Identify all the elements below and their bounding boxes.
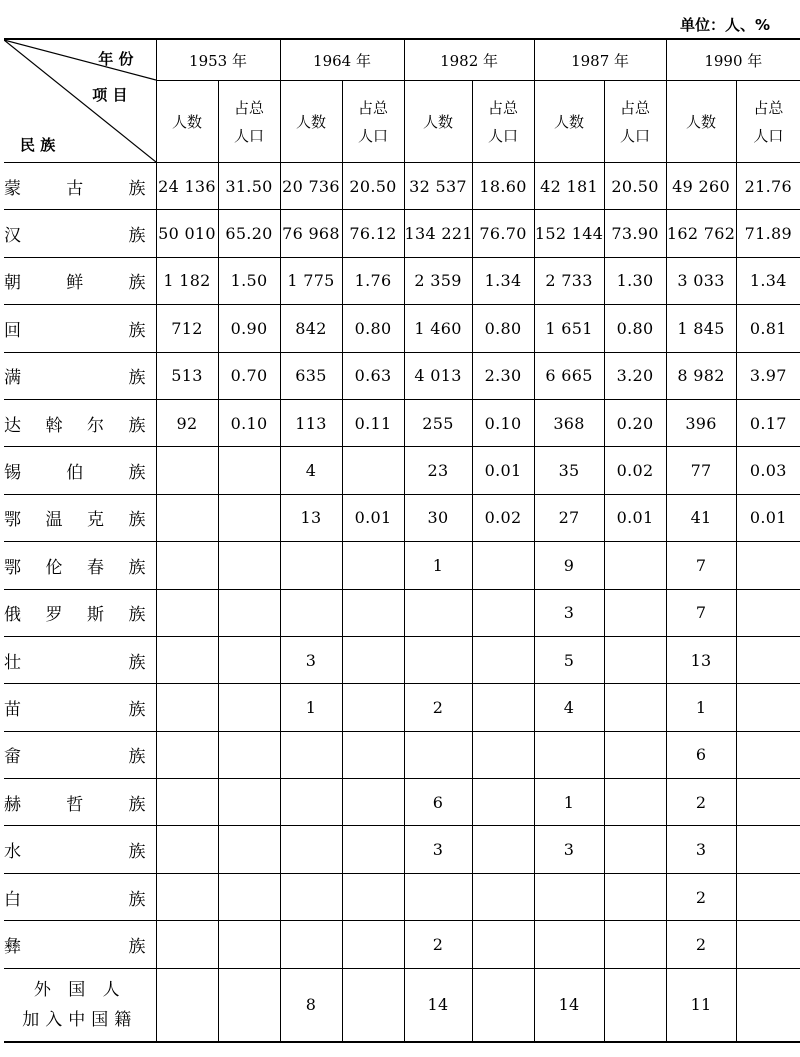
year-header-1964: 1964 年 (280, 39, 404, 81)
table-row (4, 684, 800, 731)
share-cell (342, 921, 404, 968)
nationality-char: 族 (128, 415, 146, 436)
col-header-share-line1: 占总 (753, 98, 784, 117)
count-cell: 396 (666, 399, 736, 446)
col-header-share-line2: 人口 (358, 126, 389, 145)
count-cell: 3 (280, 636, 342, 683)
nationality-cell (4, 494, 156, 541)
share-cell (342, 447, 404, 494)
count-cell: 1 182 (156, 257, 218, 304)
count-cell: 49 260 (666, 163, 736, 210)
share-cell (218, 542, 280, 589)
count-cell: 76 968 (280, 210, 342, 257)
table-row (4, 542, 800, 589)
count-cell (156, 494, 218, 541)
nationality-char: 汉 (4, 226, 21, 247)
share-cell: 1.34 (736, 257, 800, 304)
count-cell (534, 873, 604, 920)
nationality-cell (4, 399, 156, 446)
col-header-share-line2: 人口 (234, 126, 265, 145)
count-cell: 1 (280, 684, 342, 731)
count-cell (534, 921, 604, 968)
share-cell: 3.20 (604, 352, 666, 399)
share-cell: 0.01 (342, 494, 404, 541)
nationality-char: 斯 (87, 605, 104, 626)
share-cell (472, 779, 534, 826)
share-cell: 0.80 (472, 305, 534, 352)
share-cell: 3.97 (736, 352, 800, 399)
nationality-cell (4, 352, 156, 399)
share-cell (604, 636, 666, 683)
share-cell: 0.20 (604, 399, 666, 446)
table-row (4, 921, 800, 968)
nationality-cell (4, 873, 156, 920)
share-cell (342, 542, 404, 589)
nationality-char: 苗 (4, 699, 21, 720)
count-cell: 255 (404, 399, 472, 446)
nationality-cell (4, 921, 156, 968)
nationality-char: 壮 (4, 652, 21, 673)
nationality-cell (4, 305, 156, 352)
share-cell (604, 731, 666, 778)
nationality-char: 族 (128, 889, 146, 910)
nationality-cell (4, 968, 156, 1042)
share-cell: 0.80 (604, 305, 666, 352)
share-cell: 0.63 (342, 352, 404, 399)
nationality-char: 族 (128, 368, 146, 389)
year-header-1982: 1982 年 (404, 39, 534, 81)
share-cell (472, 636, 534, 683)
table-row (4, 636, 800, 683)
col-header-share (218, 81, 280, 163)
count-cell: 3 (404, 826, 472, 873)
share-cell: 20.50 (604, 163, 666, 210)
share-cell (736, 968, 800, 1042)
count-cell: 712 (156, 305, 218, 352)
share-cell: 1.34 (472, 257, 534, 304)
count-cell: 2 (404, 921, 472, 968)
count-cell: 6 (666, 731, 736, 778)
nationality-char: 族 (128, 936, 146, 957)
share-cell: 0.03 (736, 447, 800, 494)
nationality-cell (4, 826, 156, 873)
count-cell (534, 731, 604, 778)
share-cell (342, 589, 404, 636)
share-cell (604, 873, 666, 920)
share-cell: 18.60 (472, 163, 534, 210)
col-header-share (736, 81, 800, 163)
count-cell: 6 665 (534, 352, 604, 399)
count-cell: 368 (534, 399, 604, 446)
col-header-share (604, 81, 666, 163)
count-cell (280, 542, 342, 589)
share-cell (604, 921, 666, 968)
share-cell (604, 684, 666, 731)
count-cell (280, 731, 342, 778)
share-cell: 0.01 (736, 494, 800, 541)
count-cell: 1 (404, 542, 472, 589)
count-cell: 20 736 (280, 163, 342, 210)
corner-nation-label: 民 族 (20, 136, 56, 154)
nationality-char: 族 (128, 320, 146, 341)
table-row (4, 731, 800, 778)
table-row-foreign-naturalized (4, 968, 800, 1042)
count-cell: 3 033 (666, 257, 736, 304)
count-cell: 35 (534, 447, 604, 494)
count-cell (280, 921, 342, 968)
count-cell (156, 826, 218, 873)
table-row (4, 210, 800, 257)
count-cell: 1 (666, 684, 736, 731)
share-cell (604, 589, 666, 636)
count-cell: 13 (280, 494, 342, 541)
nationality-char: 锡 (4, 463, 21, 484)
share-cell (472, 873, 534, 920)
share-cell (736, 826, 800, 873)
count-cell: 4 (280, 447, 342, 494)
count-cell: 41 (666, 494, 736, 541)
nationality-char: 赫 (4, 794, 21, 815)
count-cell: 113 (280, 399, 342, 446)
share-cell (472, 731, 534, 778)
share-cell: 65.20 (218, 210, 280, 257)
count-cell (404, 873, 472, 920)
share-cell (342, 684, 404, 731)
population-table (4, 38, 800, 1043)
count-cell: 2 (666, 921, 736, 968)
nationality-char: 伯 (66, 463, 84, 484)
table-row (4, 589, 800, 636)
count-cell: 32 537 (404, 163, 472, 210)
share-cell (218, 873, 280, 920)
count-cell (156, 968, 218, 1042)
count-cell: 27 (534, 494, 604, 541)
count-cell: 2 359 (404, 257, 472, 304)
col-header-count: 人数 (534, 81, 604, 163)
share-cell (736, 921, 800, 968)
share-cell (218, 968, 280, 1042)
count-cell: 4 013 (404, 352, 472, 399)
share-cell (218, 494, 280, 541)
nationality-char: 古 (66, 178, 84, 199)
nationality-char: 族 (128, 226, 146, 247)
nationality-char: 族 (128, 699, 146, 720)
nationality-cell (4, 589, 156, 636)
count-cell: 42 181 (534, 163, 604, 210)
year-header-1990: 1990 年 (666, 39, 800, 81)
unit-label: 单位：人、% (679, 16, 770, 34)
nationality-char: 春 (87, 557, 104, 578)
share-cell (604, 779, 666, 826)
count-cell: 92 (156, 399, 218, 446)
share-cell: 0.80 (342, 305, 404, 352)
nationality-cell (4, 542, 156, 589)
share-cell: 73.90 (604, 210, 666, 257)
share-cell (736, 684, 800, 731)
nationality-char: 鄂 (4, 510, 21, 531)
share-cell: 21.76 (736, 163, 800, 210)
count-cell: 1 845 (666, 305, 736, 352)
share-cell (342, 873, 404, 920)
col-header-share (342, 81, 404, 163)
nationality-char: 回 (4, 320, 21, 341)
nationality-char: 温 (45, 510, 63, 531)
count-cell: 14 (404, 968, 472, 1042)
count-cell: 7 (666, 542, 736, 589)
col-header-count: 人数 (156, 81, 218, 163)
count-cell: 1 651 (534, 305, 604, 352)
share-cell: 0.81 (736, 305, 800, 352)
share-cell: 0.02 (604, 447, 666, 494)
share-cell (342, 636, 404, 683)
count-cell: 11 (666, 968, 736, 1042)
nationality-char: 俄 (4, 605, 21, 626)
share-cell: 0.90 (218, 305, 280, 352)
table-row (4, 826, 800, 873)
nationality-char: 鄂 (4, 557, 21, 578)
count-cell (156, 921, 218, 968)
nationality-char: 族 (128, 605, 146, 626)
share-cell (218, 731, 280, 778)
count-cell: 3 (534, 826, 604, 873)
nationality-char: 伦 (45, 557, 63, 578)
share-cell (218, 447, 280, 494)
nationality-char: 族 (128, 794, 146, 815)
corner-item-label: 项 目 (92, 86, 128, 104)
share-cell (342, 826, 404, 873)
count-cell (156, 731, 218, 778)
count-cell: 2 733 (534, 257, 604, 304)
count-cell: 8 (280, 968, 342, 1042)
count-cell: 3 (666, 826, 736, 873)
count-cell (280, 589, 342, 636)
table-row (4, 305, 800, 352)
corner-year-label: 年 份 (98, 50, 134, 68)
count-cell: 50 010 (156, 210, 218, 257)
count-cell: 134 221 (404, 210, 472, 257)
share-cell: 0.11 (342, 399, 404, 446)
count-cell: 14 (534, 968, 604, 1042)
share-cell (218, 779, 280, 826)
count-cell (156, 684, 218, 731)
share-cell: 76.12 (342, 210, 404, 257)
share-cell: 76.70 (472, 210, 534, 257)
nationality-char: 哲 (66, 794, 84, 815)
count-cell: 513 (156, 352, 218, 399)
nationality-cell (4, 210, 156, 257)
share-cell (736, 542, 800, 589)
count-cell: 635 (280, 352, 342, 399)
count-cell: 3 (534, 589, 604, 636)
col-header-share-line2: 人口 (753, 126, 784, 145)
share-cell: 0.10 (472, 399, 534, 446)
share-cell: 1.30 (604, 257, 666, 304)
share-cell: 31.50 (218, 163, 280, 210)
count-cell: 842 (280, 305, 342, 352)
share-cell (472, 968, 534, 1042)
count-cell: 24 136 (156, 163, 218, 210)
share-cell (342, 779, 404, 826)
nationality-char: 斡 (45, 415, 63, 436)
count-cell: 1 775 (280, 257, 342, 304)
share-cell (736, 779, 800, 826)
count-cell (280, 779, 342, 826)
share-cell (342, 968, 404, 1042)
count-cell: 13 (666, 636, 736, 683)
nationality-cell (4, 257, 156, 304)
count-cell: 9 (534, 542, 604, 589)
year-header-1953: 1953 年 (156, 39, 280, 81)
share-cell (472, 684, 534, 731)
nationality-char: 尔 (87, 415, 104, 436)
col-header-share-line1: 占总 (620, 98, 651, 117)
count-cell: 2 (666, 779, 736, 826)
col-header-share-line1: 占总 (358, 98, 389, 117)
table-row (4, 447, 800, 494)
col-header-share-line2: 人口 (488, 126, 519, 145)
share-cell (604, 826, 666, 873)
nationality-char: 族 (128, 652, 146, 673)
count-cell: 23 (404, 447, 472, 494)
nationality-char: 水 (4, 842, 21, 863)
count-cell: 6 (404, 779, 472, 826)
nationality-cell (4, 163, 156, 210)
table-row (4, 352, 800, 399)
share-cell (218, 826, 280, 873)
nationality-cell (4, 447, 156, 494)
share-cell (472, 826, 534, 873)
nationality-char: 畲 (4, 747, 21, 768)
nationality-char: 彝 (4, 936, 21, 957)
col-header-share-line1: 占总 (488, 98, 519, 117)
count-cell (404, 731, 472, 778)
share-cell: 2.30 (472, 352, 534, 399)
count-cell: 2 (666, 873, 736, 920)
table-row (4, 163, 800, 210)
count-cell (156, 589, 218, 636)
share-cell (472, 542, 534, 589)
count-cell: 2 (404, 684, 472, 731)
share-cell: 0.02 (472, 494, 534, 541)
nationality-cell (4, 636, 156, 683)
count-cell (156, 636, 218, 683)
count-cell (280, 826, 342, 873)
share-cell: 0.17 (736, 399, 800, 446)
nationality-char: 族 (128, 842, 146, 863)
share-cell (736, 589, 800, 636)
year-header-1987: 1987 年 (534, 39, 666, 81)
table-row (4, 779, 800, 826)
share-cell (218, 636, 280, 683)
nationality-char: 鲜 (66, 273, 84, 294)
share-cell (218, 921, 280, 968)
nationality-char: 族 (128, 510, 146, 531)
count-cell (156, 873, 218, 920)
share-cell (472, 589, 534, 636)
share-cell (736, 731, 800, 778)
share-cell: 0.70 (218, 352, 280, 399)
share-cell: 0.01 (604, 494, 666, 541)
nationality-line2: 加入中国籍 (22, 1009, 138, 1030)
share-cell: 0.10 (218, 399, 280, 446)
share-cell (218, 589, 280, 636)
col-header-share-line1: 占总 (234, 98, 265, 117)
col-header-share (472, 81, 534, 163)
nationality-char: 达 (4, 415, 21, 436)
count-cell: 1 460 (404, 305, 472, 352)
count-cell: 30 (404, 494, 472, 541)
count-cell (280, 873, 342, 920)
count-cell (156, 779, 218, 826)
col-header-count: 人数 (666, 81, 736, 163)
share-cell (472, 921, 534, 968)
corner-header-cell (4, 39, 156, 163)
nationality-cell (4, 779, 156, 826)
count-cell: 7 (666, 589, 736, 636)
col-header-share-line2: 人口 (620, 126, 651, 145)
count-cell (404, 589, 472, 636)
nationality-cell (4, 684, 156, 731)
share-cell: 1.76 (342, 257, 404, 304)
nationality-char: 白 (4, 889, 21, 910)
nationality-char: 族 (128, 463, 146, 484)
count-cell: 1 (534, 779, 604, 826)
count-cell: 152 144 (534, 210, 604, 257)
nationality-cell (4, 731, 156, 778)
share-cell (736, 873, 800, 920)
share-cell (736, 636, 800, 683)
count-cell: 5 (534, 636, 604, 683)
table-row (4, 873, 800, 920)
share-cell: 1.50 (218, 257, 280, 304)
count-cell: 4 (534, 684, 604, 731)
nationality-char: 蒙 (4, 178, 21, 199)
count-cell: 77 (666, 447, 736, 494)
share-cell: 0.01 (472, 447, 534, 494)
share-cell: 20.50 (342, 163, 404, 210)
col-header-count: 人数 (280, 81, 342, 163)
share-cell (604, 968, 666, 1042)
table-body (4, 163, 800, 1042)
nationality-char: 族 (128, 273, 146, 294)
nationality-char: 满 (4, 368, 21, 389)
nationality-line1: 外 国 人 (33, 979, 126, 1000)
share-cell: 71.89 (736, 210, 800, 257)
table-row (4, 257, 800, 304)
count-cell: 8 982 (666, 352, 736, 399)
count-cell (156, 447, 218, 494)
nationality-char: 罗 (45, 605, 63, 626)
share-cell (342, 731, 404, 778)
count-cell (156, 542, 218, 589)
table-row (4, 399, 800, 446)
col-header-count: 人数 (404, 81, 472, 163)
count-cell: 162 762 (666, 210, 736, 257)
nationality-char: 克 (87, 510, 104, 531)
nationality-char: 朝 (4, 273, 21, 294)
nationality-char: 族 (128, 747, 146, 768)
table-row (4, 494, 800, 541)
nationality-char: 族 (128, 178, 146, 199)
nationality-char: 族 (128, 557, 146, 578)
count-cell (404, 636, 472, 683)
share-cell (218, 684, 280, 731)
share-cell (604, 542, 666, 589)
